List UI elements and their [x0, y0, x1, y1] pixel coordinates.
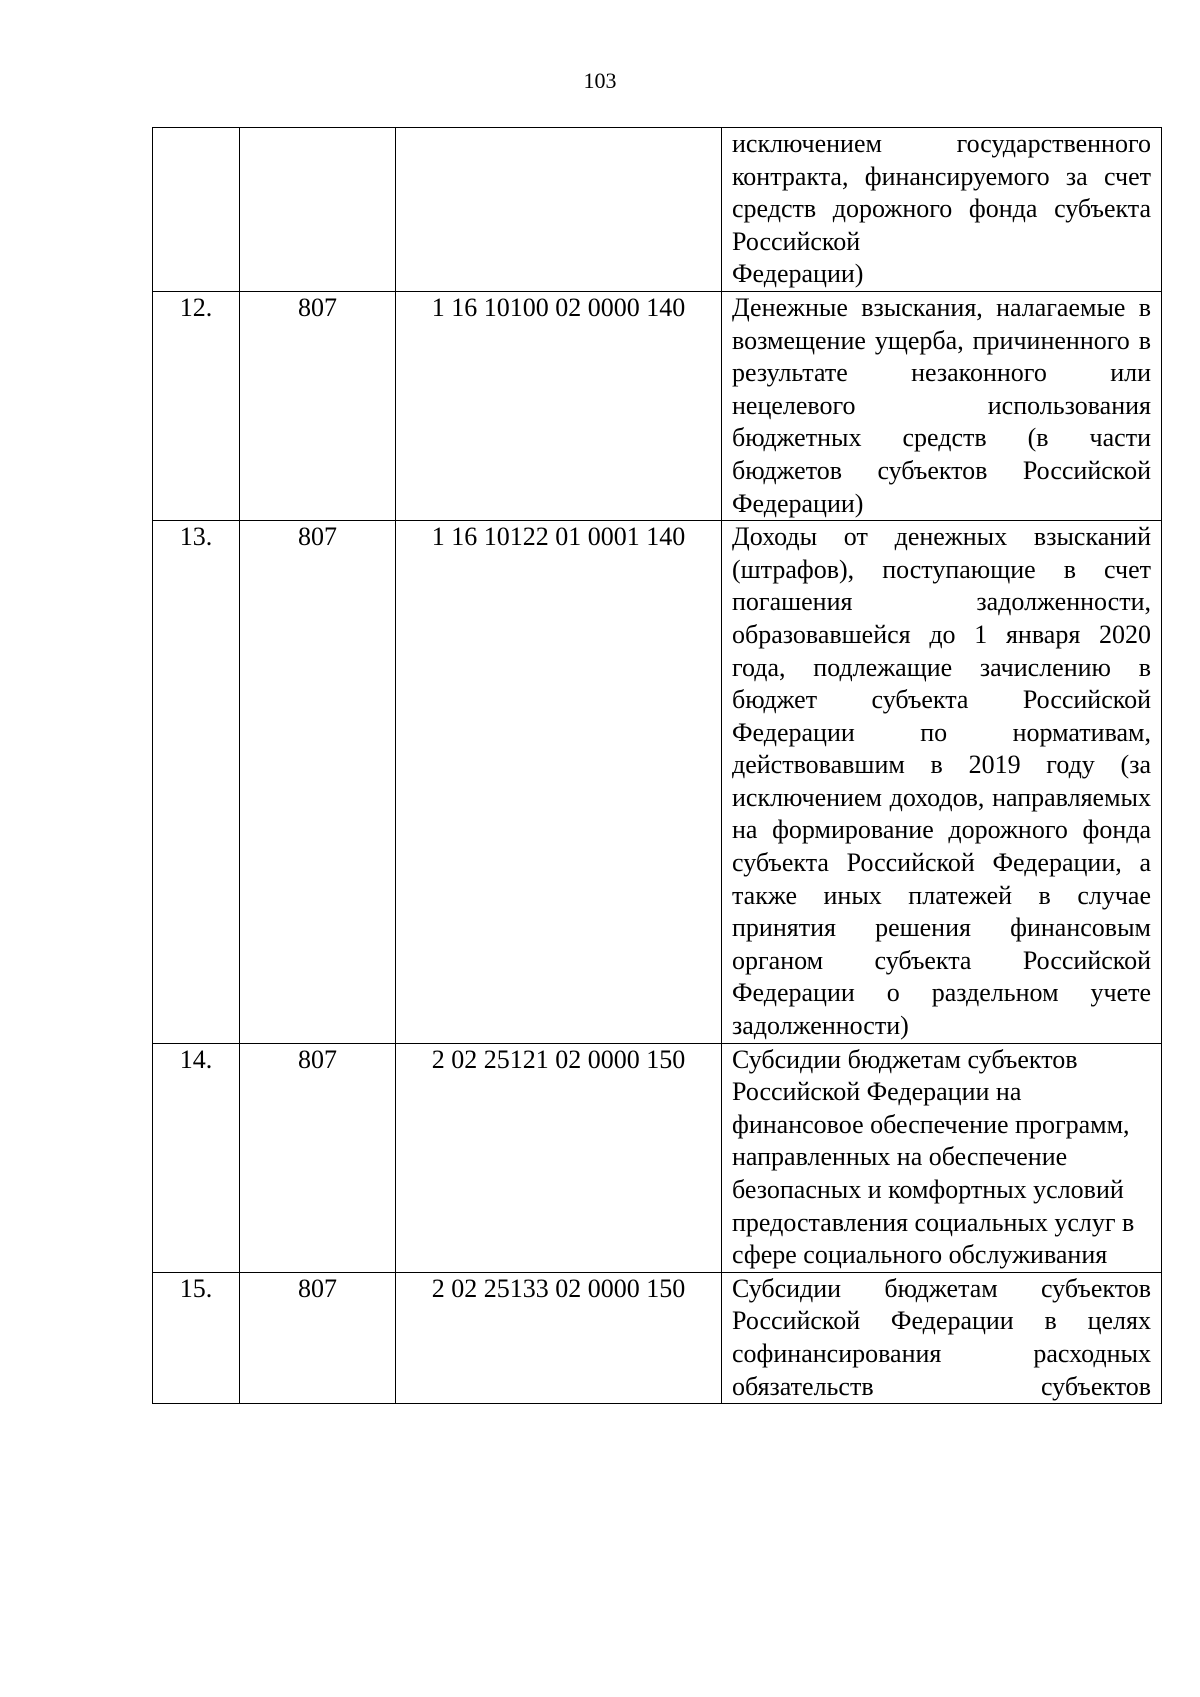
- income-name-text: Субсидии бюджетам субъектов Российской Федерации в целях софинансирования расходных обязательств субъектов: [732, 1273, 1151, 1401]
- budget-codes-table: [152, 127, 1162, 1404]
- income-name-last-line: Федерации): [732, 488, 864, 518]
- income-name-cell: [722, 521, 1162, 1044]
- table-row: [153, 291, 1162, 520]
- income-name-last-line: Федерации): [732, 259, 864, 289]
- income-name-cell: [722, 1272, 1162, 1403]
- row-number-cell: 14.: [153, 1043, 240, 1272]
- admin-code-cell: 807: [240, 291, 396, 520]
- admin-code-cell: [240, 128, 396, 292]
- kbk-code-cell: 1 16 10100 02 0000 140: [396, 291, 722, 520]
- income-name-text: Денежные взыскания, налагаемые в возмещение ущерба, причиненного в результате незаконного или нецелевого использования бюджетных средств (в части бюджетов субъектов Российской: [732, 292, 1151, 485]
- kbk-code-cell: 2 02 25121 02 0000 150: [396, 1043, 722, 1272]
- table-row: [153, 521, 1162, 1044]
- income-name-text: исключением государственного контракта, финансируемого за счет средств дорожного фонда субъекта Российской: [732, 129, 1151, 256]
- admin-code-cell: 807: [240, 1043, 396, 1272]
- income-name-text: Субсидии бюджетам субъектов Российской Федерации на финансовое обеспечение программ, направленных на обеспечение безопасных и комфортных условий предоставления социальных услуг в сфере социального обслуживания: [732, 1044, 1135, 1270]
- row-number-cell: [153, 128, 240, 292]
- income-name-text: Доходы от денежных взысканий (штрафов), поступающие в счет погашения задолженности, образовавшейся до 1 января 2020 года, подлежащие зачислению в бюджет субъекта Российской Федерации по нормативам, действовавшим в 2019 году (за исключением доходов, направляемых на формирование дорожного фонда субъекта Российской Федерации, а также иных платежей в случае принятия решения финансовым органом субъекта Российской Федерации о раздельном учете: [732, 522, 1151, 1008]
- income-name-cell: [722, 1043, 1162, 1272]
- income-name-last-line: задолженности): [732, 1011, 909, 1041]
- admin-code-cell: 807: [240, 1272, 396, 1403]
- page-number: 103: [583, 68, 617, 93]
- admin-code-cell: 807: [240, 521, 396, 1044]
- table-row: [153, 1043, 1162, 1272]
- kbk-code-cell: 2 02 25133 02 0000 150: [396, 1272, 722, 1403]
- kbk-code-cell: 1 16 10122 01 0001 140: [396, 521, 722, 1044]
- row-number-cell: 15.: [153, 1272, 240, 1403]
- row-number-cell: 12.: [153, 291, 240, 520]
- table-row: [153, 1272, 1162, 1403]
- income-name-cell: [722, 128, 1162, 292]
- kbk-code-cell: [396, 128, 722, 292]
- table-row: [153, 128, 1162, 292]
- row-number-cell: 13.: [153, 521, 240, 1044]
- income-name-cell: [722, 291, 1162, 520]
